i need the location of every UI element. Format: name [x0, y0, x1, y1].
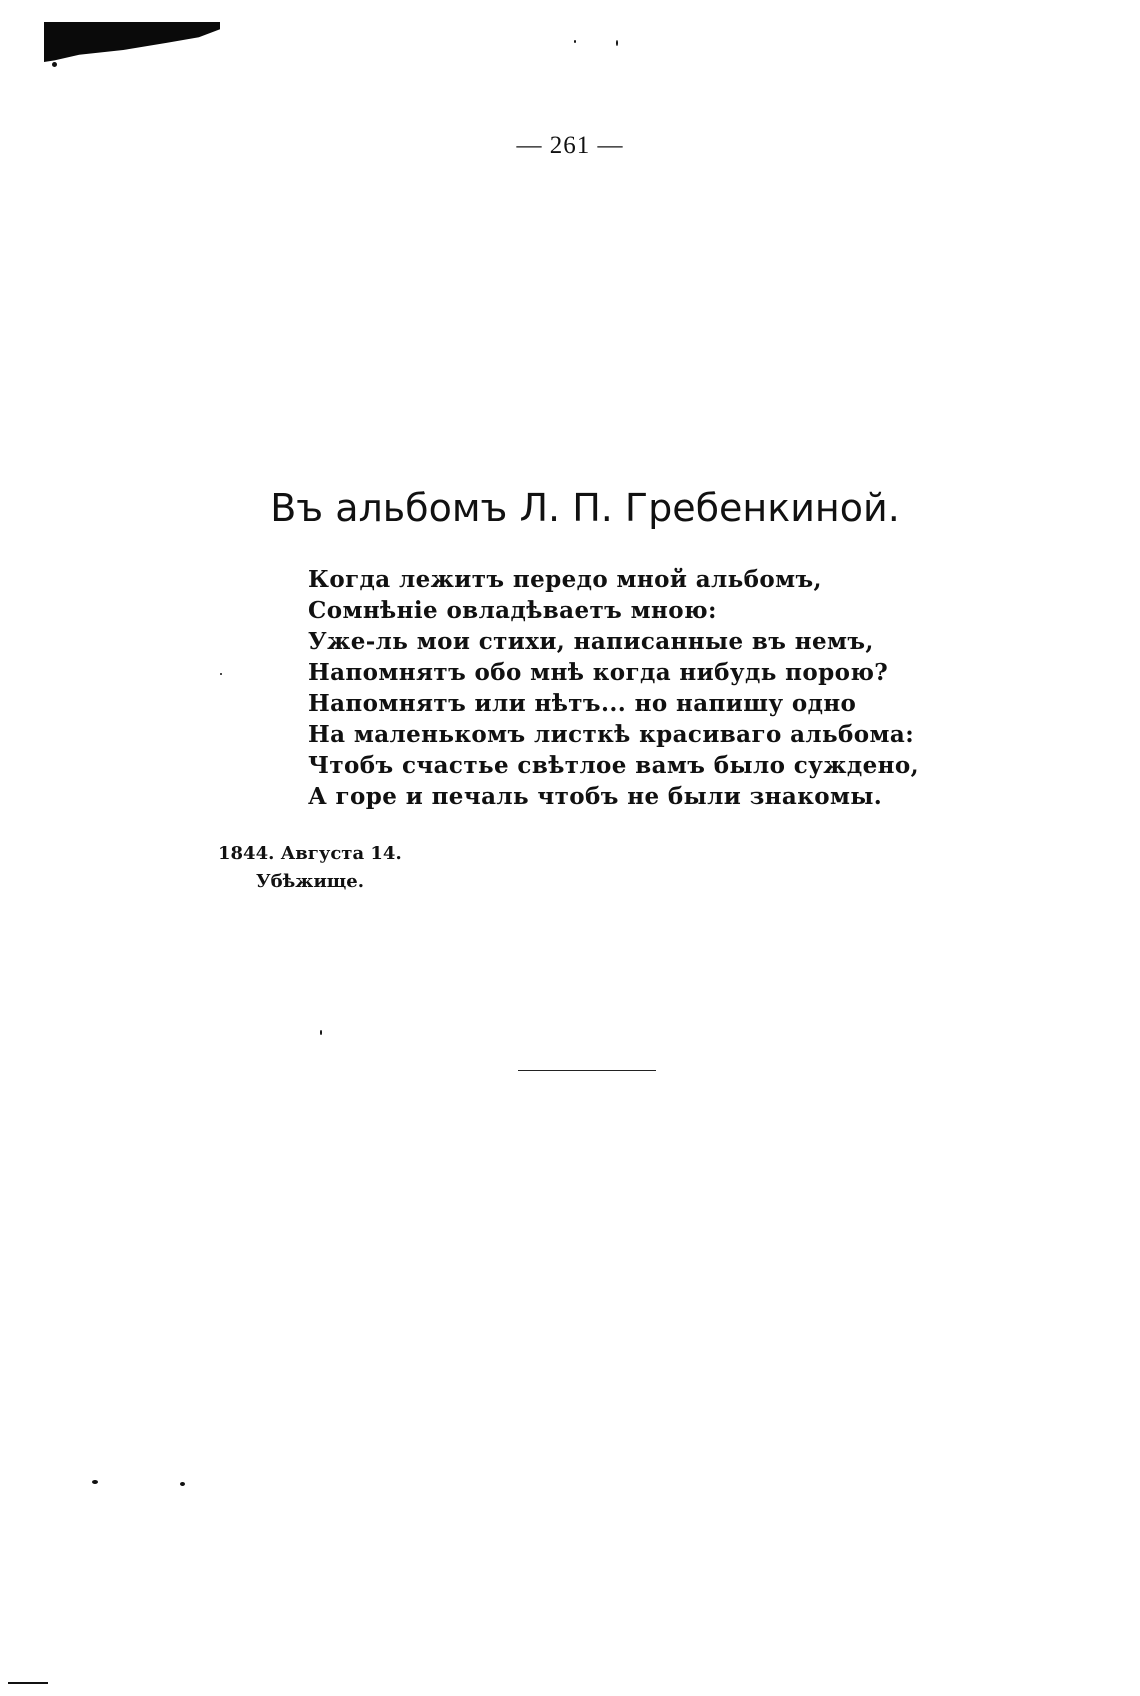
- scan-speck: [220, 673, 222, 675]
- poem-line: А горе и печаль чтобъ не были знакомы.: [308, 783, 883, 810]
- page-number: — 261 —: [516, 132, 624, 159]
- scan-speck: [8, 1682, 48, 1684]
- poem-line: Напомнятъ или нѣтъ... но напишу одно: [308, 690, 857, 717]
- section-divider: [518, 1070, 656, 1071]
- scan-speck: [574, 40, 576, 43]
- poem-date: 1844. Августа 14.: [218, 843, 402, 864]
- poem-title: Въ альбомъ Л. П. Гребенкиной.: [270, 486, 900, 530]
- poem-line: Напомнятъ обо мнѣ когда нибудь порою?: [308, 659, 889, 686]
- scan-speck: [52, 62, 57, 67]
- poem-line: Чтобъ счастье свѣтлое вамъ было суждено,: [308, 752, 920, 779]
- poem-place: Убѣжище.: [256, 871, 364, 892]
- poem-line: На маленькомъ листкѣ красиваго альбома:: [308, 721, 915, 748]
- poem-line: Сомнѣніе овладѣваетъ мною:: [308, 597, 717, 624]
- poem-line: Уже-ль мои стихи, написанные въ немъ,: [308, 628, 874, 655]
- poem-body: [308, 564, 919, 812]
- scan-speck: [616, 40, 618, 46]
- poem-line: Когда лежитъ передо мной альбомъ,: [308, 566, 822, 593]
- scan-artifact: [44, 22, 220, 62]
- scan-speck: [180, 1482, 185, 1486]
- scan-speck: [92, 1480, 98, 1484]
- scan-speck: [320, 1030, 322, 1035]
